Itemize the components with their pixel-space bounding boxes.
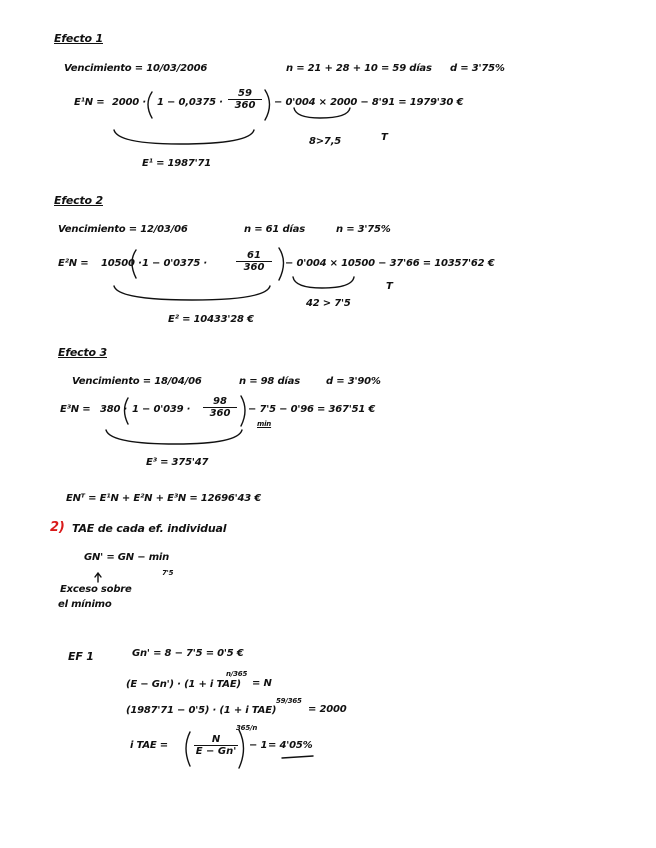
efecto1-brace-b: T: [381, 132, 388, 143]
efecto1-title: Efecto 1: [54, 32, 103, 45]
efecto2-nominal: 10500 ·: [101, 258, 142, 269]
efecto1-inner: 1 − 0,0375 ·: [157, 97, 223, 108]
tae-exp: 365/n: [236, 724, 258, 732]
efecto3-den: 360: [209, 408, 231, 419]
under-brace-2: [114, 286, 270, 300]
efecto2-num: 61: [236, 250, 272, 262]
efecto1-tail: − 0'004 × 2000 − 8'91 = 1979'30 €: [274, 97, 464, 108]
tae-num: N: [194, 734, 238, 746]
efecto2-lhs: E²N =: [58, 258, 89, 269]
ef1-eq2-exp: 59/365: [276, 697, 302, 705]
efecto3-rate: d = 3'90%: [326, 376, 381, 387]
efecto2-brace-a: 42 > 7'5: [306, 298, 351, 309]
efecto1-vencimiento: Vencimiento = 10/03/2006: [64, 63, 208, 74]
section2-number: 2): [50, 520, 65, 535]
ef1-label: EF 1: [68, 650, 94, 663]
paren-right-3: [241, 396, 245, 426]
tae-underline: [282, 756, 313, 758]
efecto3-inner: 1 − 0'039 ·: [132, 404, 191, 415]
efecto1-num: 59: [228, 88, 262, 100]
under-brace-3: [106, 430, 242, 444]
section2-g-sub: 7'5: [162, 569, 174, 577]
total-sum: ENᵀ = E¹N + E²N + E³N = 12696'43 €: [66, 493, 262, 504]
efecto2-tail: − 0'004 × 10500 − 37'66 = 10357'62 €: [285, 258, 495, 269]
efecto2-title: Efecto 2: [54, 194, 103, 207]
section2-g-line: GN' = GN − min: [84, 552, 170, 563]
paren-right-2: [279, 248, 284, 280]
tae-fraction: [194, 734, 238, 757]
under-brace-2b: [293, 277, 354, 288]
efecto2-vencimiento: Vencimiento = 12/03/06: [58, 224, 188, 235]
efecto3-fraction: [203, 396, 237, 419]
efecto3-title: Efecto 3: [58, 346, 107, 359]
efecto3-tail: − 7'5 − 0'96 = 367'51 €: [248, 404, 376, 415]
ef1-gn-calc: Gn' = 8 − 7'5 = 0'5 €: [132, 648, 244, 659]
ef1-eq1: (E − Gn') · (1 + i TAE): [126, 679, 241, 690]
efecto1-nominal: 2000 ·: [112, 97, 146, 108]
efecto3-result: E³ = 375'47: [146, 457, 209, 468]
efecto2-days: n = 61 días: [244, 224, 305, 235]
efecto1-fraction: [228, 88, 262, 111]
tae-label: i TAE =: [130, 740, 168, 751]
efecto3-lhs: E³N =: [60, 404, 91, 415]
section2-title: TAE de cada ef. individual: [72, 522, 227, 535]
section2-exceso-2: el mínimo: [58, 599, 112, 610]
under-brace-1: [114, 130, 254, 144]
efecto2-den: 360: [243, 262, 265, 273]
efecto1-den: 360: [234, 100, 256, 111]
efecto3-days: n = 98 días: [239, 376, 300, 387]
ef1-eq1-rhs: = N: [252, 678, 272, 689]
paren-right-1: [265, 90, 270, 120]
efecto3-nominal: 380 ·: [100, 404, 128, 415]
efecto3-num: 98: [203, 396, 237, 408]
efecto2-fraction: [236, 250, 272, 273]
efecto1-rate: d = 3'75%: [450, 63, 505, 74]
tae-den: E − Gn': [195, 746, 237, 757]
ef1-eq2-rhs: = 2000: [308, 704, 347, 715]
paren-left-1: [148, 92, 152, 118]
paren-right-tae: [239, 730, 244, 768]
efecto2-inner: 1 − 0'0375 ·: [142, 258, 208, 269]
efecto1-result: E¹ = 1987'71: [142, 158, 211, 169]
exceso-arrow: [95, 573, 101, 582]
efecto2-result: E² = 10433'28 €: [168, 314, 254, 325]
tae-tail: − 1: [249, 740, 268, 751]
efecto1-days: n = 21 + 28 + 10 = 59 días: [286, 63, 432, 74]
paren-left-tae: [186, 732, 190, 766]
section2-exceso-1: Exceso sobre: [60, 584, 132, 595]
under-brace-1b: [294, 108, 350, 118]
efecto3-vencimiento: Vencimiento = 18/04/06: [72, 376, 202, 387]
efecto1-brace-a: 8>7,5: [309, 136, 342, 147]
ef1-eq2: (1987'71 − 0'5) · (1 + i TAE): [126, 705, 277, 716]
ef1-eq1-exp: n/365: [226, 670, 248, 678]
efecto3-min: min: [257, 420, 272, 428]
efecto2-rate: n = 3'75%: [336, 224, 391, 235]
efecto2-brace-b: T: [386, 281, 393, 292]
efecto1-lhs: E¹N =: [74, 97, 105, 108]
tae-result: = 4'05%: [268, 740, 313, 751]
